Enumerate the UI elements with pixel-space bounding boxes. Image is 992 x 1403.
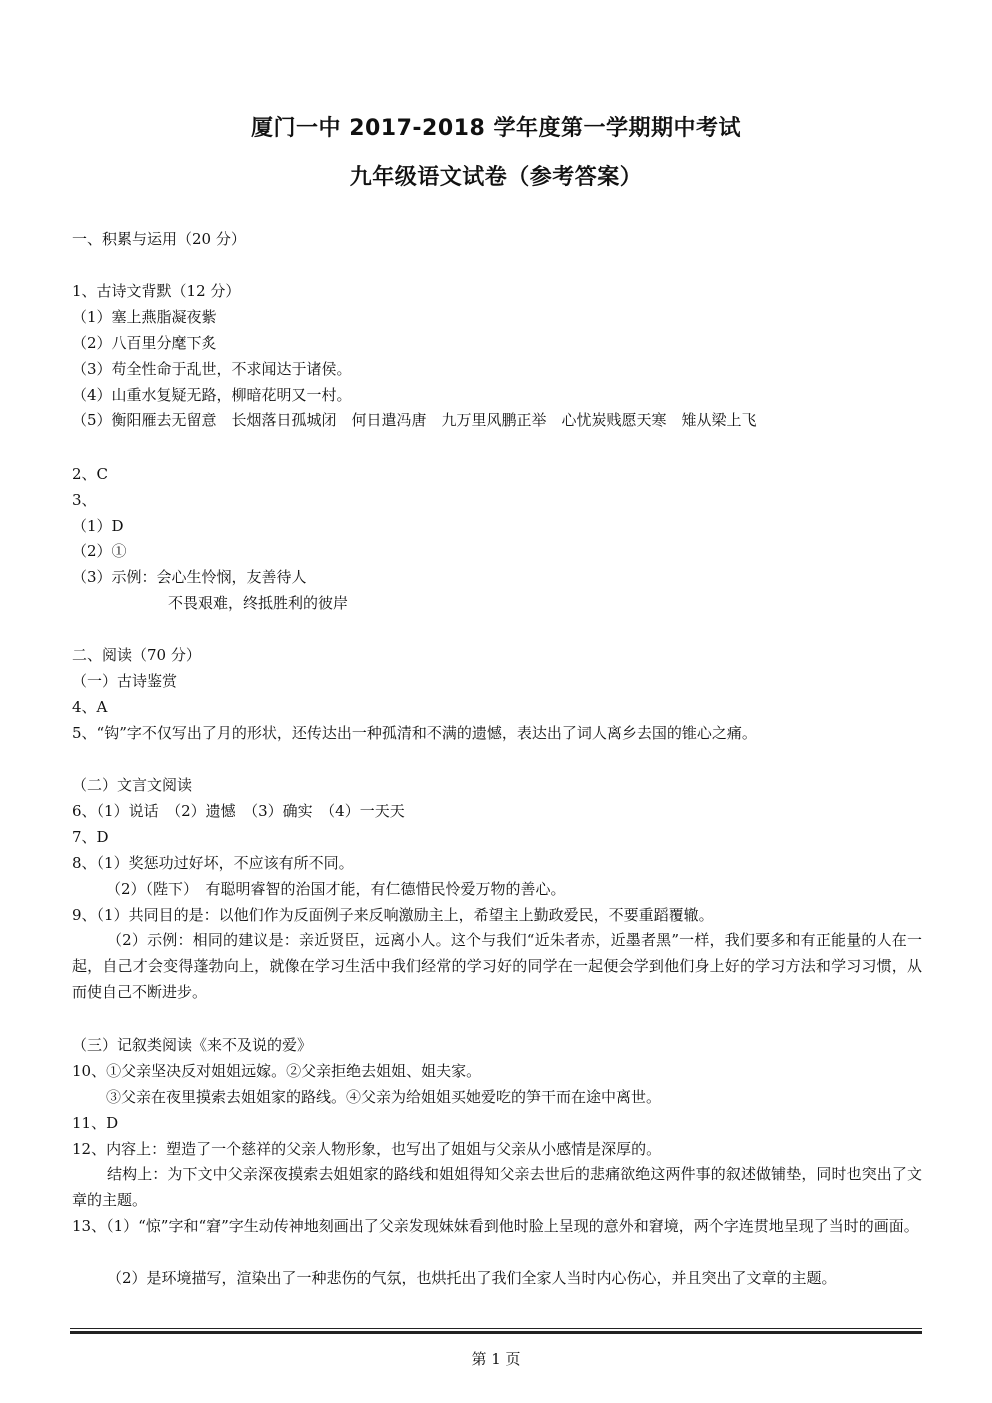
- answer-paragraph: 结构上：为下文中父亲深夜摸索去姐姐家的路线和姐姐得知父亲去世后的悲痛欲绝这两件事的叙述做铺垫，同时也突出了文章的主题。: [72, 1165, 922, 1209]
- document-title: 厦门一中 2017-2018 学年度第一学期期中考试: [251, 116, 741, 141]
- answer-line: 8、（1）奖惩功过好坏，不应该有所不同。: [72, 854, 354, 872]
- answer-line: 9、（1）共同目的是：以他们作为反面例子来反响激励主上，希望主上勤政爱民，不要重蹈覆辙。: [72, 906, 714, 924]
- answer-paragraph: 13、（1）“惊”字和“窘”字生动传神地刻画出了父亲发现妹妹看到他时脸上呈现的意外和窘境，两个字连贯地呈现了当时的画面。: [72, 1217, 919, 1235]
- answer-line: （2）①: [72, 542, 127, 560]
- answer-line: 10、①父亲坚决反对姐姐远嫁。②父亲拒绝去姐姐、姐夫家。: [72, 1062, 482, 1080]
- section-heading: 一、积累与运用（20 分）: [72, 230, 246, 248]
- answer-line: ③父亲在夜里摸索去姐姐家的路线。④父亲为给姐姐买她爱吃的笋干而在途中离世。: [106, 1088, 662, 1106]
- document-subtitle: 九年级语文试卷（参考答案）: [349, 165, 643, 190]
- answer-line: （2）（陛下） 有聪明睿智的治国才能，有仁德惜民怜爱万物的善心。: [106, 880, 566, 898]
- answer-paragraph: （2）是环境描写，渲染出了一种悲伤的气氛，也烘托出了我们全家人当时内心伤心，并且突出了文章的主题。: [107, 1269, 837, 1287]
- footer-divider: [70, 1328, 922, 1329]
- answer-line: （5）衡阳雁去无留意 长烟落日孤城闭 何日遣冯唐 九万里风鹏正举 心忧炭贱愿天寒 雉从梁上飞: [72, 411, 757, 429]
- question-heading: 1、古诗文背默（12 分）: [72, 282, 241, 300]
- answer-line: （1）D: [72, 517, 124, 535]
- answer-line: 11、D: [72, 1114, 119, 1132]
- answer-line: （3）示例：会心生怜悯，友善待人: [72, 568, 307, 586]
- answer-line: 6、（1）说话 （2）遗憾 （3）确实 （4）一天天: [72, 802, 405, 820]
- footer-divider-thick: [70, 1331, 922, 1334]
- section-heading: 二、阅读（70 分）: [72, 646, 201, 664]
- answer-line: 7、D: [72, 828, 109, 846]
- answer-line: 2、C: [72, 465, 109, 483]
- answer-line: （2）八百里分麾下炙: [72, 334, 217, 352]
- subsection-heading: （三）记叙类阅读《来不及说的爱》: [72, 1036, 313, 1054]
- answer-line: 3、: [72, 491, 97, 509]
- answer-line: 4、A: [72, 698, 108, 716]
- answer-line: （3）苟全性命于乱世，不求闻达于诸侯。: [72, 360, 352, 378]
- answer-line: 不畏艰难，终抵胜利的彼岸: [168, 594, 349, 612]
- answer-line: （1）塞上燕脂凝夜紫: [72, 308, 217, 326]
- answer-line: 12、内容上：塑造了一个慈祥的父亲人物形象，也写出了姐姐与父亲从小感情是深厚的。: [72, 1140, 662, 1158]
- subsection-heading: （一）古诗鉴赏: [72, 672, 178, 690]
- page-number: 第 1 页: [471, 1350, 521, 1368]
- answer-line: 5、“钩”字不仅写出了月的形状，还传达出一种孤清和不满的遗憾，表达出了词人离乡去国的锥心之痛。: [72, 724, 757, 742]
- answer-line: （4）山重水复疑无路，柳暗花明又一村。: [72, 386, 352, 404]
- answer-paragraph: （2）示例：相同的建议是：亲近贤臣，远离小人。这个与我们“近朱者赤，近墨者黑”一样，我们要多和有正能量的人在一起，自己才会变得蓬勃向上，就像在学习生活中我们经常的学习好的同学在一起便会学到他们身上好的学习方法和学习习惯，从而使自己不断进步。: [72, 931, 922, 1001]
- subsection-heading: （二）文言文阅读: [72, 776, 193, 794]
